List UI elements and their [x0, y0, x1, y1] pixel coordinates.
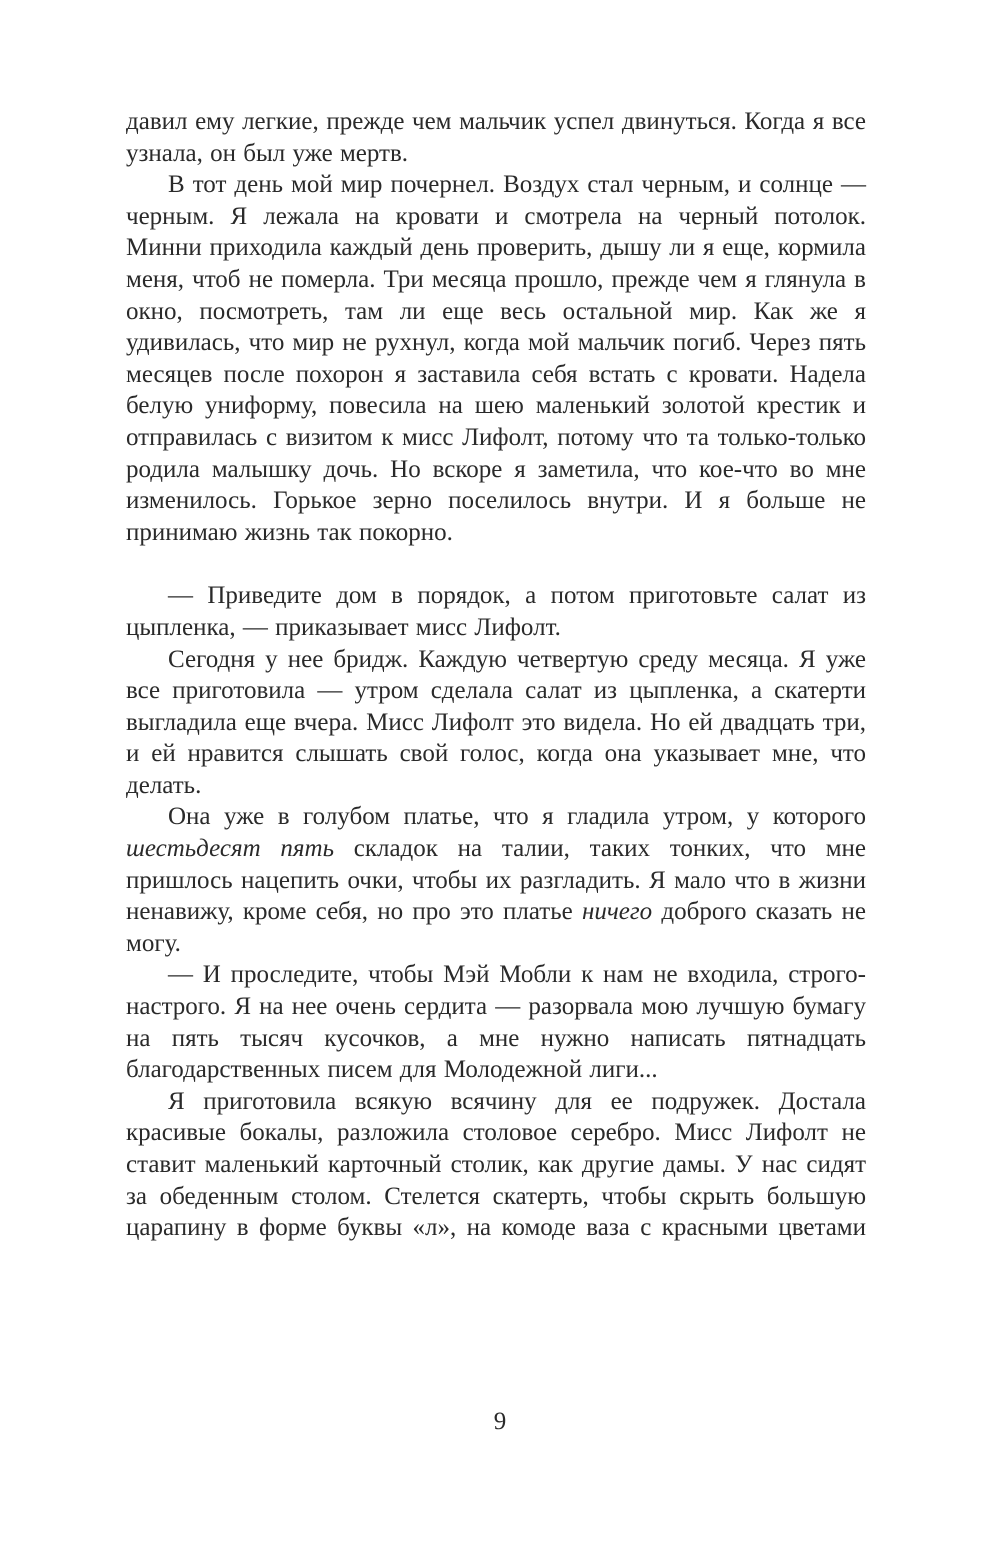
paragraph-3: — Приведите дом в порядок, а потом приготовьте салат из цыпленка, — приказывает мисс Лифолт.: [126, 582, 866, 641]
scene-break: [126, 548, 866, 580]
page-number: 9: [493, 1408, 507, 1435]
paragraph-6: — И проследите, чтобы Мэй Мобли к нам не входила, строго-настрого. Я на нее очень сердита — разорвала мою лучшую бумагу на пять тысяч кусочков, а мне нужно написать пятнадцать благодарственных писем для Молодежной лиги...: [126, 961, 866, 1084]
book-page: [126, 106, 866, 1244]
paragraph-4: Сегодня у нее бридж. Каждую четвертую среду месяца. Я уже все приготовила — утром сделала салат из цыпленка, а скатерти выгладила еще вчера. Мисс Лифолт это видела. Но ей двадцать три, и ей нравится слышать свой голос, когда она указывает мне, что делать.: [126, 645, 866, 799]
paragraph-7: Я приготовила всякую всячину для ее подружек. Достала красивые бокалы, разложила столовое серебро. Мисс Лифолт не ставит маленький карточный столик, как другие дамы. У нас сидят за обеденным столом. Стелется скатерть, чтобы скрыть большую царапину в форме буквы «л», на комоде ваза с красными цветами: [126, 1087, 866, 1242]
paragraph-2: В тот день мой мир почернел. Воздух стал черным, и солнце — черным. Я лежала на кровати и смотрела на черный потолок. Минни приходила каждый день проверить, дышу ли я еще, кормила меня, чтоб не померла. Три месяца прошло, прежде чем я глянула в окно, посмотреть, там ли еще весь остальной мир. Как же я удивилась, что мир не рухнул, когда мой мальчик погиб. Через пять месяцев после похорон я заставила себя встать с кровати. Надела белую униформу, повесила на шею маленький золотой крестик и отправилась с визитом к мисс Лифолт, потому что та только-только родила малышку дочь. Но вскоре я заметила, что кое-что во мне изменилось. Горькое зерно поселилось внутри. И я больше не принимаю жизнь так покорно.: [126, 171, 866, 546]
paragraph-5-after: доброго сказать не могу.: [126, 898, 866, 957]
emphasis-text: шестьдесят пять: [126, 835, 334, 863]
paragraph-5-before: Она уже в голубом платье, что я гладила утром, у которого: [168, 803, 866, 831]
emphasis-text-2: ничего: [581, 898, 653, 926]
paragraph-1: давил ему легкие, прежде чем мальчик успел двинуться. Когда я все узнала, он был уже мертв.: [126, 108, 866, 167]
paragraph-5: [126, 801, 866, 959]
paragraph-5-middle: складок на талии, таких тонких, что мне пришлось нацепить очки, чтобы их разгладить. Я мало что в жизни ненавижу, кроме себя, но про это платье: [126, 835, 866, 926]
